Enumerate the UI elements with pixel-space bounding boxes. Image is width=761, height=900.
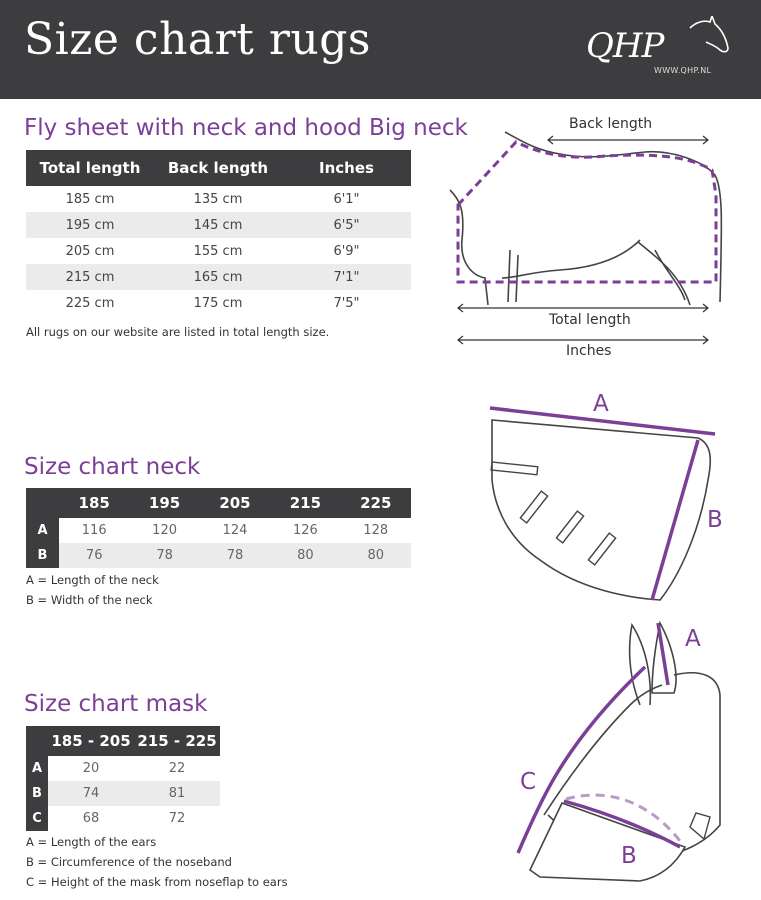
mask-legend-c: C = Height of the mask from noseflap to ears — [26, 875, 288, 889]
table-row — [26, 212, 411, 238]
horse-head-logo-icon — [682, 16, 732, 66]
table-cell: 78 — [200, 543, 270, 568]
table-cell: 165 cm — [154, 264, 282, 290]
fly-sheet-note: All rugs on our website are listed in total length size. — [26, 325, 330, 339]
table-row — [26, 781, 220, 806]
table-header-row — [26, 488, 411, 518]
table-cell: 81 — [134, 781, 220, 806]
table-cell: 6'5" — [282, 212, 411, 238]
row-label: A — [26, 518, 59, 543]
inches-label: Inches — [566, 343, 612, 359]
column-header: 205 — [200, 488, 270, 518]
mask-diagram — [500, 615, 740, 885]
table-cell: 215 cm — [26, 264, 154, 290]
table-cell: 128 — [363, 523, 389, 538]
table-cell: 68 — [82, 811, 100, 826]
neck-legend-a: A = Length of the neck — [26, 573, 159, 587]
table-header-row — [26, 726, 220, 756]
table-cell: 120 — [152, 523, 177, 538]
table-cell: 116 — [81, 523, 107, 538]
table-cell: 7'1" — [282, 264, 411, 290]
mask-letter-a: A — [685, 626, 701, 652]
row-label: B — [26, 781, 48, 806]
neck-letter-a: A — [593, 391, 609, 417]
column-header: 215 - 225 — [134, 726, 220, 756]
table-row — [26, 518, 411, 543]
table-cell: 74 — [48, 781, 134, 806]
table-cell: 185 cm — [65, 191, 115, 207]
table-row — [26, 806, 220, 831]
neck-legend-b: B = Width of the neck — [26, 593, 153, 607]
qhp-logo — [586, 20, 736, 80]
table-cell: 72 — [168, 811, 186, 826]
table-cell: 7'5" — [333, 295, 360, 311]
mask-legend-b: B = Circumference of the noseband — [26, 855, 232, 869]
table-cell: 6'1" — [333, 191, 360, 207]
table-cell: 124 — [222, 523, 248, 538]
mask-letter-b: B — [621, 843, 637, 869]
table-cell: 225 cm — [65, 295, 115, 311]
table-cell: 175 cm — [193, 295, 243, 311]
corner-header — [26, 726, 48, 756]
fly-sheet-title: Fly sheet with neck and hood Big neck — [24, 115, 468, 141]
table-cell: 145 cm — [154, 212, 282, 238]
column-header: 215 — [270, 488, 340, 518]
back-length-label: Back length — [569, 116, 653, 132]
fly-sheet-table — [26, 150, 411, 316]
logo-url: WWW.QHP.NL — [654, 66, 712, 75]
column-header: 185 — [59, 488, 129, 518]
table-cell: 80 — [270, 543, 340, 568]
table-row — [26, 238, 411, 264]
neck-letter-b: B — [707, 507, 723, 533]
table-row — [26, 290, 411, 316]
mask-legend-a: A = Length of the ears — [26, 835, 157, 849]
table-row — [26, 264, 411, 290]
logo-text: QHP — [586, 26, 664, 66]
table-cell: 135 cm — [193, 191, 243, 207]
table-row — [26, 756, 220, 781]
page-header — [0, 0, 761, 99]
table-cell: 6'9" — [333, 243, 360, 259]
neck-title: Size chart neck — [24, 454, 201, 480]
mask-table — [26, 726, 220, 831]
table-cell: 76 — [59, 543, 129, 568]
mask-title: Size chart mask — [24, 691, 208, 717]
neck-table — [26, 488, 411, 568]
neck-diagram — [480, 400, 730, 610]
table-cell: 155 cm — [193, 243, 243, 259]
row-label: B — [26, 543, 59, 568]
row-label: C — [26, 806, 48, 831]
table-cell: 20 — [82, 761, 100, 776]
mask-letter-c: C — [520, 769, 537, 795]
column-header: 225 — [341, 488, 411, 518]
table-cell: 78 — [129, 543, 199, 568]
corner-header — [26, 488, 59, 518]
column-header: 195 — [129, 488, 199, 518]
column-header: Inches — [282, 150, 411, 186]
column-header: Back length — [154, 150, 282, 186]
table-cell: 126 — [292, 523, 318, 538]
table-row — [26, 543, 411, 568]
table-header-row — [26, 150, 411, 186]
row-label: A — [26, 756, 48, 781]
total-length-label: Total length — [549, 312, 631, 328]
table-cell: 205 cm — [65, 243, 115, 259]
column-header: Total length — [26, 150, 154, 186]
table-cell: 195 cm — [26, 212, 154, 238]
column-header: 185 - 205 — [48, 726, 134, 756]
page-title: Size chart rugs — [24, 14, 371, 65]
rug-outline — [458, 142, 716, 282]
table-cell: 80 — [341, 543, 411, 568]
table-cell: 22 — [168, 761, 186, 776]
table-row — [26, 186, 411, 212]
